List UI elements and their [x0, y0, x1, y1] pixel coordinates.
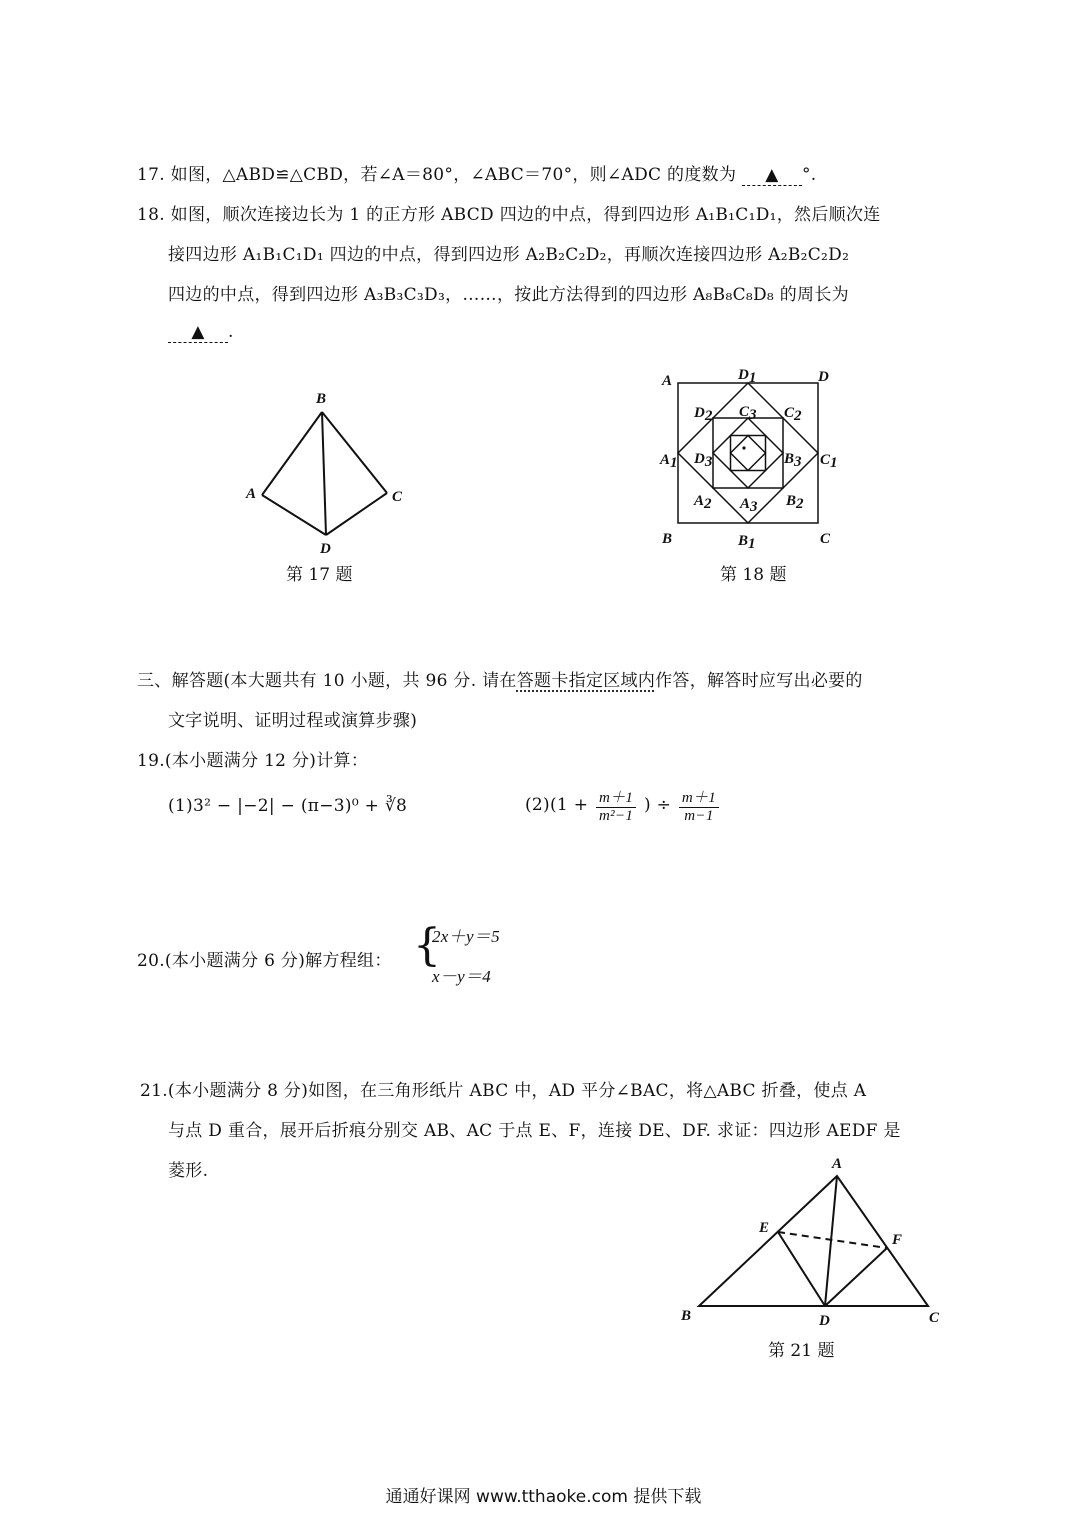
figure-18	[660, 365, 860, 565]
svg-text:C1: C1	[820, 452, 838, 471]
svg-text:D: D	[818, 369, 829, 385]
q19-head: 19.(本小题满分 12 分)计算：	[137, 751, 369, 771]
square-a3b3c3d3	[713, 418, 783, 488]
label-b: B	[316, 391, 327, 407]
label-f: F	[892, 1232, 903, 1248]
figure-21-caption: 第 21 题	[768, 1341, 835, 1361]
q17-answer-blank: ▲	[742, 165, 802, 186]
svg-text:B3: B3	[784, 451, 802, 470]
q20-head: 20.(本小题满分 6 分)解方程组：	[137, 951, 392, 971]
q18-line1: 18. 如图，顺次连接边长为 1 的正方形 ABCD 四边的中点，得到四边形 A₁B₁C₁D₁，然后顺次连	[137, 205, 881, 225]
svg-text:B: B	[662, 531, 673, 547]
label-a: A	[246, 486, 257, 502]
svg-text:C: C	[820, 531, 831, 547]
q20-eq1: 2x＋y＝5	[432, 927, 500, 946]
square-5	[731, 436, 766, 471]
figure-17	[240, 385, 440, 565]
q17-text: 17. 如图，△ABD≌△CBD，若∠A＝80°，∠ABC＝70°，则∠ADC 的度数为 ▲ °.	[137, 165, 817, 185]
segment-bd	[322, 412, 326, 535]
q21-line3: 菱形.	[168, 1161, 209, 1181]
label-c: C	[929, 1310, 940, 1326]
segment-de	[778, 1232, 825, 1306]
label-e: E	[759, 1220, 770, 1236]
q19-frac1: $\frac{m+1}{\text{m²−1}}$	[596, 786, 636, 825]
svg-text:D1: D1	[738, 367, 757, 386]
segment-cd	[326, 493, 387, 535]
svg-text:A2: A2	[694, 493, 712, 512]
svg-text:A3: A3	[740, 496, 758, 515]
q18-line2: 接四边形 A₁B₁C₁D₁ 四边的中点，得到四边形 A₂B₂C₂D₂，再顺次连接四边形 A₂B₂C₂D₂	[168, 245, 850, 265]
svg-text:C2: C2	[784, 405, 802, 424]
footer-source: 通通好课网 www.tthaoke.com 提供下载	[385, 1487, 702, 1507]
q18-line3: 四边的中点，得到四边形 A₃B₃C₃D₃，……，按此方法得到的四边形 A₈B₈C₈D₈ 的周长为	[168, 285, 849, 305]
figure-18-caption: 第 18 题	[720, 565, 787, 585]
q19-part2: (2)(1 + $\frac{m+1}{\text{m²−1}}$ ) ÷ $\frac{m+1}{m-1}$	[525, 786, 721, 825]
segment-bc	[322, 412, 387, 493]
segment-ad	[825, 1176, 837, 1306]
svg-text:B2: B2	[786, 493, 804, 512]
section3-line2: 文字说明、证明过程或演算步骤)	[168, 711, 418, 731]
svg-text:B1: B1	[738, 533, 756, 552]
q18-answer-line: ▲ .	[168, 322, 234, 343]
q19-part1: (1)3² − |−2| − (π−3)⁰ + ∛8	[168, 796, 408, 816]
label-a: A	[832, 1156, 843, 1172]
q20-brace: {	[413, 920, 441, 971]
figure-17-caption: 第 17 题	[286, 565, 353, 585]
q19-frac2: $\frac{m+1}{m-1}$	[679, 786, 719, 825]
svg-text:D2: D2	[694, 405, 713, 424]
segment-df	[825, 1248, 887, 1306]
svg-text:A: A	[662, 373, 673, 389]
q20-eq2: x－y＝4	[432, 967, 492, 986]
label-d: D	[819, 1313, 830, 1329]
label-c: C	[392, 489, 403, 505]
center-dot	[742, 446, 745, 449]
square-4	[731, 436, 766, 471]
svg-text:C3: C3	[739, 404, 757, 423]
q21-line1: 21.(本小题满分 8 分)如图，在三角形纸片 ABC 中，AD 平分∠BAC，将△ABC 折叠，使点 A	[140, 1081, 867, 1101]
svg-text:D3: D3	[694, 451, 713, 470]
q18-answer-blank: ▲	[168, 322, 228, 343]
svg-text:A1: A1	[660, 452, 678, 471]
section3-line1: 三、解答题(本大题共有 10 小题，共 96 分. 请在答题卡指定区域内作答，解答时应写出必要的	[137, 671, 863, 691]
segment-ab	[262, 412, 322, 495]
q21-line2: 与点 D 重合，展开后折痕分别交 AB、AC 于点 E、F，连接 DE、DF. 求证：四边形 AEDF 是	[168, 1121, 901, 1141]
square-a2b2c2d2	[713, 418, 783, 488]
figure-21	[675, 1150, 955, 1340]
label-b: B	[681, 1308, 692, 1324]
label-d: D	[320, 541, 331, 557]
segment-ad	[262, 495, 326, 535]
